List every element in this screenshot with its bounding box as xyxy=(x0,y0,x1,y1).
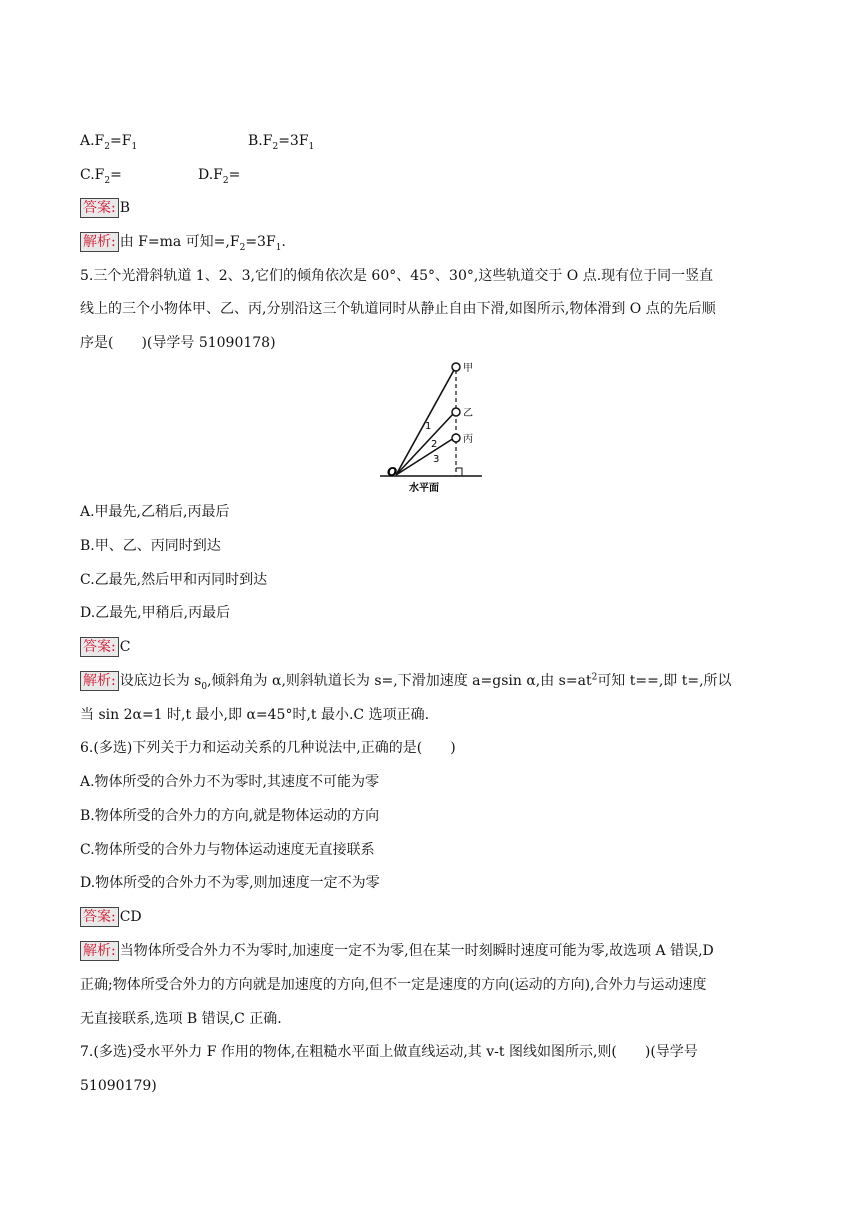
question-stem: 7.(多选)受水平外力 F 作用的物体,在粗糙水平面上做直线运动,其 v-t 图线如图所示,则( )(导学号 xyxy=(80,1044,698,1060)
question-stem: 线上的三个小物体甲、乙、丙,分别沿这三个轨道同时从静止自由下滑,如图所示,物体滑到 O 点的先后顺 xyxy=(80,301,716,317)
option-d-text: = xyxy=(228,167,241,183)
subscript: 2 xyxy=(222,175,229,186)
answer-row xyxy=(80,198,130,218)
right-angle-mark xyxy=(456,468,462,476)
analysis-text: 正确;物体所受合外力的方向就是加速度的方向,但不一定是速度的方向(运动的方向),合外力与运动速度 xyxy=(80,977,707,993)
subscript: 2 xyxy=(104,141,111,152)
answer-value: C xyxy=(119,639,131,655)
option-c: C.乙最先,然后甲和丙同时到达 xyxy=(80,572,268,588)
analysis-row xyxy=(80,232,286,252)
question-stem: 5.三个光滑斜轨道 1、2、3,它们的倾角依次是 60°、45°、30°,这些轨道交于 O 点.现有位于同一竖直 xyxy=(80,268,714,284)
analysis-text: 设底边长为 s xyxy=(119,673,202,689)
subscript: 0 xyxy=(201,681,208,692)
subscript: 2 xyxy=(239,242,246,253)
option-b xyxy=(248,131,314,151)
subscript: 2 xyxy=(272,141,279,152)
incline-diagram xyxy=(376,358,486,498)
option-c-text: = xyxy=(110,167,122,183)
answer-value: B xyxy=(119,200,131,216)
option-d: D.乙最先,甲稍后,丙最后 xyxy=(80,605,231,621)
label-jia: 甲 xyxy=(463,363,473,374)
option-a: A.物体所受的合外力不为零时,其速度不可能为零 xyxy=(80,774,380,790)
answer-row xyxy=(80,907,142,927)
label-ground: 水平面 xyxy=(409,483,439,494)
option-a-text: =F xyxy=(110,133,132,149)
answer-row xyxy=(80,637,130,657)
analysis-label: 解析: xyxy=(80,671,119,691)
answer-label: 答案: xyxy=(80,198,119,218)
option-b: B.物体所受的合外力的方向,就是物体运动的方向 xyxy=(80,808,380,824)
superscript: 2 xyxy=(591,672,598,683)
analysis-row xyxy=(80,941,714,961)
option-a-text: A.F xyxy=(80,133,105,149)
label-o: O xyxy=(387,465,398,479)
option-a xyxy=(80,131,137,151)
subscript: 1 xyxy=(131,141,138,152)
analysis-text: ,倾斜角为 α,则斜轨道长为 s=,下滑加速度 a=gsin α,由 s=at xyxy=(207,673,592,689)
label-track-3: 3 xyxy=(433,454,440,465)
option-d xyxy=(198,165,240,185)
question-stem: 51090179) xyxy=(80,1078,157,1094)
analysis-label: 解析: xyxy=(80,941,119,961)
option-d-text: D.F xyxy=(198,167,223,183)
object-bing xyxy=(452,434,460,442)
label-yi: 乙 xyxy=(463,408,473,419)
label-track-1: 1 xyxy=(425,421,432,432)
option-c: C.物体所受的合外力与物体运动速度无直接联系 xyxy=(80,842,375,858)
question-stem: 序是( )(导学号 51090178) xyxy=(80,335,276,351)
question-stem: 6.(多选)下列关于力和运动关系的几种说法中,正确的是( ) xyxy=(80,740,456,756)
analysis-text: 无直接联系,选项 B 错误,C 正确. xyxy=(80,1011,282,1027)
subscript: 1 xyxy=(275,242,282,253)
analysis-text: 由 F=ma 可知=,F xyxy=(119,234,240,250)
option-a: A.甲最先,乙稍后,丙最后 xyxy=(80,504,230,520)
subscript: 1 xyxy=(308,141,315,152)
option-d: D.物体所受的合外力不为零,则加速度一定不为零 xyxy=(80,875,380,891)
label-bing: 丙 xyxy=(463,434,473,445)
analysis-row xyxy=(80,671,732,691)
subscript: 2 xyxy=(104,175,111,186)
option-c-text: C.F xyxy=(80,167,105,183)
option-c xyxy=(80,165,122,185)
analysis-text: . xyxy=(281,234,286,250)
answer-label: 答案: xyxy=(80,637,119,657)
label-track-2: 2 xyxy=(431,439,438,450)
answer-value: CD xyxy=(119,909,142,925)
analysis-text: 当物体所受合外力不为零时,加速度一定不为零,但在某一时刻瞬时速度可能为零,故选项 A 错误,D xyxy=(119,943,714,959)
option-b-text: =3F xyxy=(278,133,309,149)
analysis-text: 可知 t==,即 t=,所以 xyxy=(597,673,732,689)
option-b: B.甲、乙、丙同时到达 xyxy=(80,538,221,554)
analysis-label: 解析: xyxy=(80,232,119,252)
analysis-text: 当 sin 2α=1 时,t 最小,即 α=45°时,t 最小.C 选项正确. xyxy=(80,707,430,723)
analysis-text: =3F xyxy=(245,234,276,250)
answer-label: 答案: xyxy=(80,907,119,927)
option-b-text: B.F xyxy=(248,133,273,149)
object-yi xyxy=(452,408,460,416)
object-jia xyxy=(452,363,460,371)
